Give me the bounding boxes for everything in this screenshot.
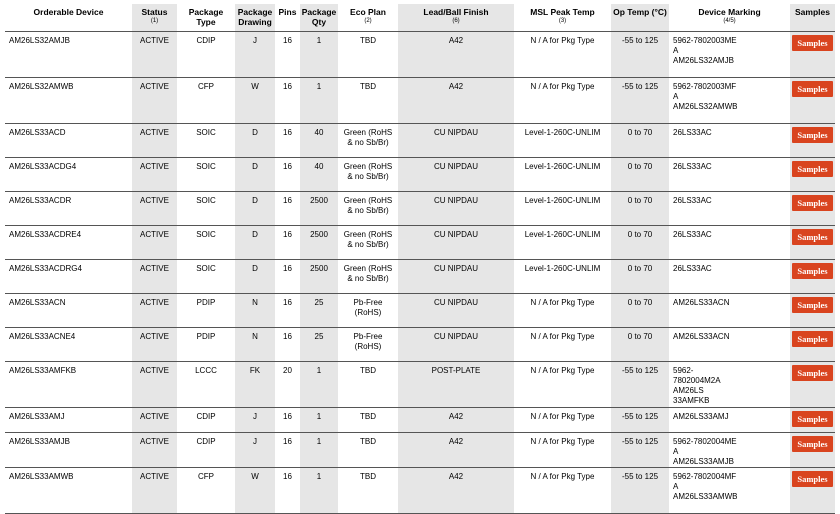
device-cell: AM26LS33ACNE4 [5,328,132,362]
samples-button[interactable]: Samples [792,471,832,487]
device-marking-line: 26LS33AC [673,264,712,273]
package-drawing-cell: FK [235,362,275,408]
eco-plan-cell: Green (RoHS & no Sb/Br) [338,158,398,192]
msl-peak-temp-cell: Level-1-260C-UNLIM [514,124,611,158]
lead-finish-cell: A42 [398,32,514,78]
msl-peak-temp-cell: N / A for Pkg Type [514,433,611,468]
samples-button[interactable]: Samples [792,411,832,427]
status-cell: ACTIVE [132,433,177,468]
samples-cell [790,468,835,514]
pins-cell: 16 [275,124,300,158]
device-cell: AM26LS33AMJB [5,433,132,468]
header-package-drawing: Package Drawing [235,4,275,32]
table-body [5,32,835,514]
device-marking-line: 33AMFKB [673,396,710,405]
device-marking-cell [669,433,790,468]
package-drawing-cell: N [235,294,275,328]
device-marking-line: AM26LS33AMJ [673,412,729,421]
msl-peak-temp-cell: N / A for Pkg Type [514,468,611,514]
device-marking-cell [669,294,790,328]
pins-cell: 20 [275,362,300,408]
table-row [5,408,835,433]
orderable-devices-table-container [5,4,835,514]
samples-cell [790,294,835,328]
package-qty-cell: 40 [300,124,338,158]
lead-finish-cell: A42 [398,78,514,124]
status-cell: ACTIVE [132,226,177,260]
samples-button[interactable]: Samples [792,263,832,279]
package-type-cell: PDIP [177,294,235,328]
package-drawing-cell: W [235,78,275,124]
samples-cell [790,408,835,433]
device-marking-line: 7802004M2A [673,376,721,385]
pins-cell: 16 [275,408,300,433]
device-marking-line: A [673,92,679,101]
lead-finish-cell: CU NIPDAU [398,124,514,158]
samples-cell [790,433,835,468]
msl-peak-temp-cell: N / A for Pkg Type [514,78,611,124]
status-cell: ACTIVE [132,362,177,408]
eco-plan-cell: TBD [338,468,398,514]
status-cell: ACTIVE [132,158,177,192]
op-temp-cell: 0 to 70 [611,226,669,260]
status-cell: ACTIVE [132,124,177,158]
msl-peak-temp-cell: Level-1-260C-UNLIM [514,226,611,260]
eco-plan-cell: Green (RoHS & no Sb/Br) [338,192,398,226]
eco-plan-cell: Green (RoHS & no Sb/Br) [338,226,398,260]
op-temp-cell: -55 to 125 [611,468,669,514]
header-pins: Pins [275,4,300,32]
samples-button[interactable]: Samples [792,331,832,347]
device-cell: AM26LS32AMWB [5,78,132,124]
lead-finish-cell: A42 [398,408,514,433]
eco-plan-cell: Pb-Free (RoHS) [338,294,398,328]
pins-cell: 16 [275,433,300,468]
samples-cell [790,124,835,158]
device-marking-line: 26LS33AC [673,162,712,171]
status-cell: ACTIVE [132,408,177,433]
package-qty-cell: 2500 [300,260,338,294]
package-qty-cell: 25 [300,294,338,328]
table-row [5,260,835,294]
header-package-type: Package Type [177,4,235,32]
samples-cell [790,192,835,226]
samples-button[interactable]: Samples [792,35,832,51]
status-cell: ACTIVE [132,78,177,124]
samples-button[interactable]: Samples [792,195,832,211]
device-marking-line: 26LS33AC [673,230,712,239]
package-type-cell: SOIC [177,260,235,294]
device-cell: AM26LS33ACN [5,294,132,328]
device-marking-line: 5962- [673,366,694,375]
op-temp-cell: 0 to 70 [611,158,669,192]
package-qty-cell: 2500 [300,192,338,226]
device-marking-line: AM26LS33ACN [673,332,730,341]
eco-plan-cell: TBD [338,408,398,433]
package-qty-cell: 2500 [300,226,338,260]
lead-finish-cell: POST-PLATE [398,362,514,408]
header-samples: Samples [790,4,835,32]
status-cell: ACTIVE [132,294,177,328]
device-cell: AM26LS32AMJB [5,32,132,78]
msl-peak-temp-cell: N / A for Pkg Type [514,408,611,433]
package-type-cell: PDIP [177,328,235,362]
header-msl-peak-temp: MSL Peak Temp (3) [514,4,611,32]
package-type-cell: CDIP [177,32,235,78]
package-drawing-cell: J [235,408,275,433]
header-lead-ball-finish: Lead/Ball Finish (6) [398,4,514,32]
lead-finish-cell: A42 [398,433,514,468]
msl-peak-temp-cell: Level-1-260C-UNLIM [514,192,611,226]
device-marking-line: AM26LS33ACN [673,298,730,307]
package-type-cell: CFP [177,468,235,514]
table-header-row [5,4,835,32]
device-cell: AM26LS33AMWB [5,468,132,514]
msl-peak-temp-cell: N / A for Pkg Type [514,294,611,328]
device-cell: AM26LS33ACDR [5,192,132,226]
package-type-cell: SOIC [177,124,235,158]
package-type-cell: SOIC [177,226,235,260]
pins-cell: 16 [275,32,300,78]
samples-cell [790,226,835,260]
samples-button[interactable]: Samples [792,161,832,177]
device-marking-cell [669,468,790,514]
header-orderable-device: Orderable Device [5,4,132,32]
device-marking-cell [669,226,790,260]
package-type-cell: CFP [177,78,235,124]
lead-finish-cell: CU NIPDAU [398,226,514,260]
device-cell: AM26LS33ACDRG4 [5,260,132,294]
pins-cell: 16 [275,158,300,192]
table-row [5,226,835,260]
pins-cell: 16 [275,226,300,260]
status-cell: ACTIVE [132,32,177,78]
table-row [5,294,835,328]
package-type-cell: SOIC [177,158,235,192]
op-temp-cell: 0 to 70 [611,260,669,294]
package-qty-cell: 1 [300,78,338,124]
table-row [5,158,835,192]
package-type-cell: CDIP [177,408,235,433]
samples-cell [790,260,835,294]
lead-finish-cell: CU NIPDAU [398,192,514,226]
device-marking-cell [669,408,790,433]
eco-plan-cell: TBD [338,433,398,468]
device-marking-line: AM26LS32AMWB [673,102,738,111]
package-qty-cell: 1 [300,362,338,408]
samples-button[interactable]: Samples [792,297,832,313]
device-marking-line: AM26LS32AMJB [673,56,734,65]
status-cell: ACTIVE [132,468,177,514]
pins-cell: 16 [275,78,300,124]
msl-peak-temp-cell: N / A for Pkg Type [514,328,611,362]
table-row [5,328,835,362]
samples-cell [790,328,835,362]
device-marking-cell [669,78,790,124]
op-temp-cell: 0 to 70 [611,124,669,158]
eco-plan-cell: Pb-Free (RoHS) [338,328,398,362]
device-cell: AM26LS33ACDRE4 [5,226,132,260]
device-marking-line: 5962-7802003MF [673,82,737,91]
op-temp-cell: 0 to 70 [611,192,669,226]
device-marking-line: 26LS33AC [673,128,712,137]
samples-button[interactable]: Samples [792,127,832,143]
device-marking-line: AM26LS33AMWB [673,492,738,501]
table-row [5,433,835,468]
package-qty-cell: 25 [300,328,338,362]
samples-cell [790,158,835,192]
op-temp-cell: -55 to 125 [611,408,669,433]
op-temp-cell: -55 to 125 [611,433,669,468]
eco-plan-cell: Green (RoHS & no Sb/Br) [338,124,398,158]
package-drawing-cell: N [235,328,275,362]
package-qty-cell: 1 [300,433,338,468]
table-row [5,124,835,158]
table-row [5,32,835,78]
status-cell: ACTIVE [132,328,177,362]
device-marking-line: A [673,447,679,456]
table-row [5,192,835,226]
samples-button[interactable]: Samples [792,436,832,452]
device-marking-cell [669,260,790,294]
op-temp-cell: 0 to 70 [611,328,669,362]
samples-cell [790,32,835,78]
device-marking-line: 26LS33AC [673,196,712,205]
eco-plan-cell: TBD [338,78,398,124]
samples-cell [790,362,835,408]
device-marking-cell [669,158,790,192]
device-cell: AM26LS33AMJ [5,408,132,433]
status-cell: ACTIVE [132,260,177,294]
package-drawing-cell: D [235,192,275,226]
pins-cell: 16 [275,328,300,362]
package-type-cell: LCCC [177,362,235,408]
eco-plan-cell: TBD [338,32,398,78]
device-marking-cell [669,362,790,408]
op-temp-cell: 0 to 70 [611,294,669,328]
pins-cell: 16 [275,192,300,226]
lead-finish-cell: CU NIPDAU [398,260,514,294]
table-row [5,362,835,408]
pins-cell: 16 [275,294,300,328]
device-marking-cell [669,192,790,226]
package-qty-cell: 40 [300,158,338,192]
samples-button[interactable]: Samples [792,81,832,97]
device-marking-cell [669,328,790,362]
package-type-cell: SOIC [177,192,235,226]
samples-button[interactable]: Samples [792,229,832,245]
package-drawing-cell: D [235,158,275,192]
pins-cell: 16 [275,260,300,294]
device-marking-cell [669,32,790,78]
eco-plan-cell: TBD [338,362,398,408]
msl-peak-temp-cell: Level-1-260C-UNLIM [514,260,611,294]
lead-finish-cell: A42 [398,468,514,514]
status-cell: ACTIVE [132,192,177,226]
package-drawing-cell: D [235,124,275,158]
header-status: Status (1) [132,4,177,32]
package-qty-cell: 1 [300,32,338,78]
device-marking-line: AM26LS [673,386,704,395]
device-marking-line: A [673,482,679,491]
lead-finish-cell: CU NIPDAU [398,328,514,362]
lead-finish-cell: CU NIPDAU [398,294,514,328]
device-marking-line: A [673,46,679,55]
header-eco-plan: Eco Plan (2) [338,4,398,32]
op-temp-cell: -55 to 125 [611,362,669,408]
device-cell: AM26LS33AMFKB [5,362,132,408]
eco-plan-cell: Green (RoHS & no Sb/Br) [338,260,398,294]
msl-peak-temp-cell: N / A for Pkg Type [514,362,611,408]
device-cell: AM26LS33ACDG4 [5,158,132,192]
table-row [5,78,835,124]
msl-peak-temp-cell: N / A for Pkg Type [514,32,611,78]
package-drawing-cell: D [235,226,275,260]
package-drawing-cell: J [235,433,275,468]
package-drawing-cell: J [235,32,275,78]
package-drawing-cell: W [235,468,275,514]
device-marking-cell [669,124,790,158]
header-package-qty: Package Qty [300,4,338,32]
package-type-cell: CDIP [177,433,235,468]
orderable-devices-table [5,4,835,514]
device-marking-line: AM26LS33AMJB [673,457,734,466]
device-marking-line: 5962-7802004ME [673,437,737,446]
device-marking-line: 5962-7802004MF [673,472,737,481]
package-qty-cell: 1 [300,408,338,433]
package-drawing-cell: D [235,260,275,294]
device-marking-line: 5962-7802003ME [673,36,737,45]
header-device-marking: Device Marking (4/5) [669,4,790,32]
msl-peak-temp-cell: Level-1-260C-UNLIM [514,158,611,192]
op-temp-cell: -55 to 125 [611,78,669,124]
header-op-temp: Op Temp (°C) [611,4,669,32]
samples-button[interactable]: Samples [792,365,832,381]
package-qty-cell: 1 [300,468,338,514]
pins-cell: 16 [275,468,300,514]
table-row [5,468,835,514]
device-cell: AM26LS33ACD [5,124,132,158]
samples-cell [790,78,835,124]
op-temp-cell: -55 to 125 [611,32,669,78]
lead-finish-cell: CU NIPDAU [398,158,514,192]
